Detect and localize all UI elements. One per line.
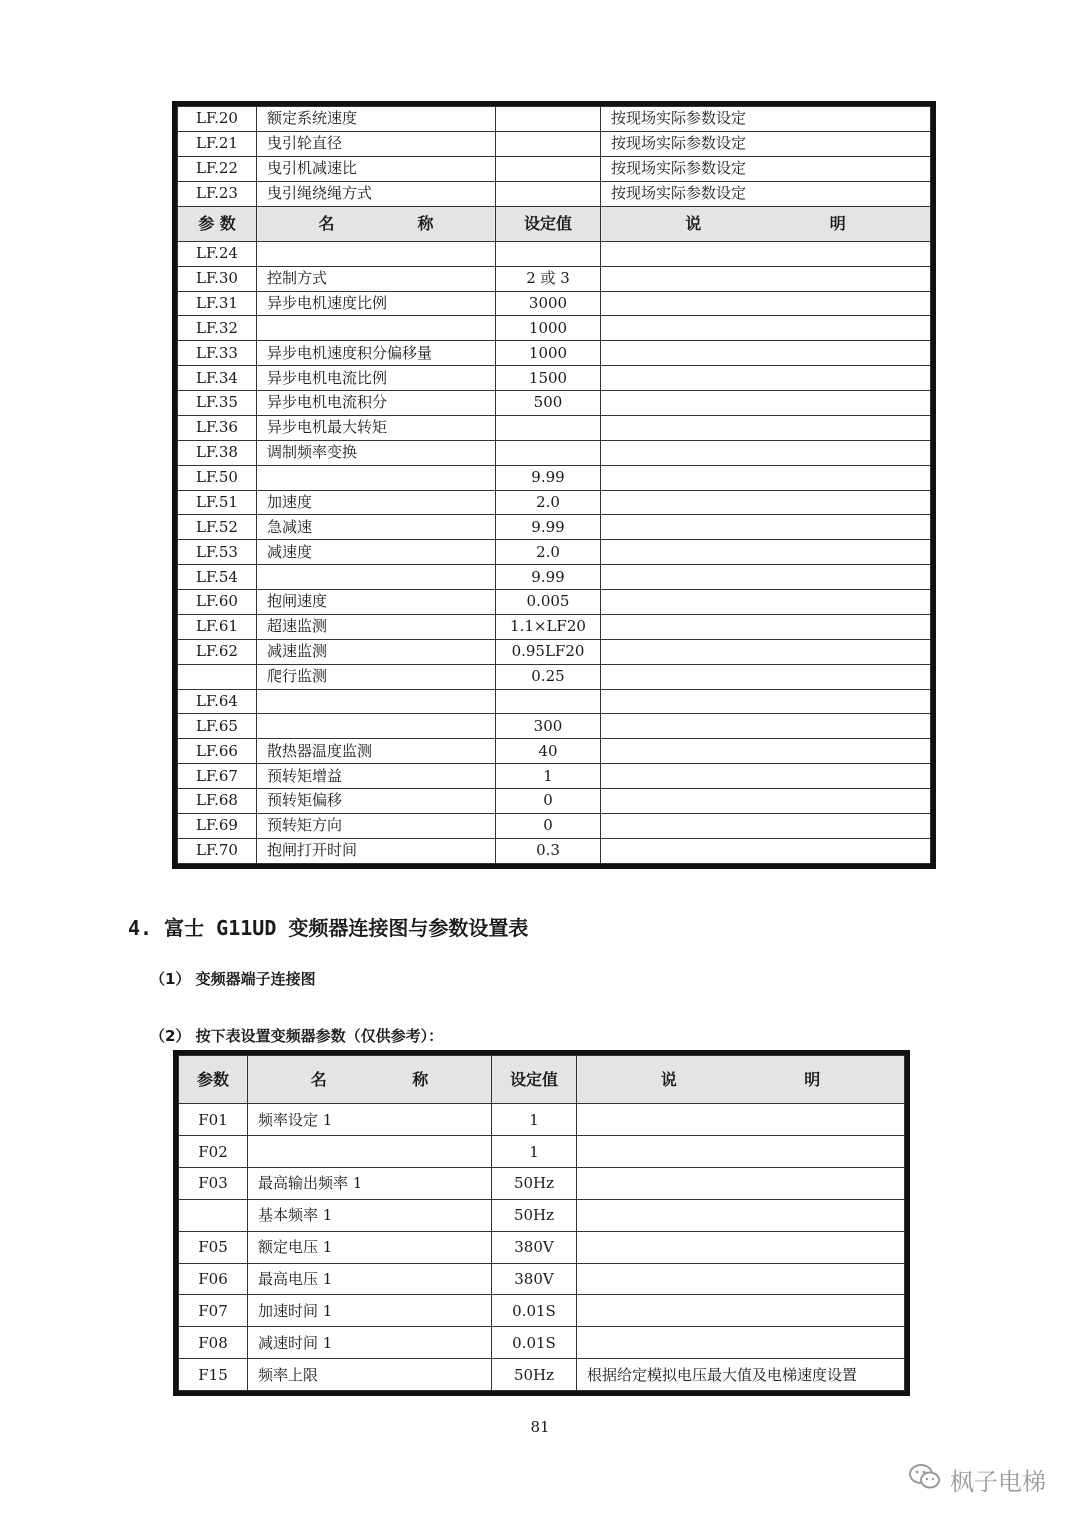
lf-table bbox=[177, 106, 931, 864]
header-value: 设定值 bbox=[492, 1056, 577, 1104]
value-cell: 0.95LF20 bbox=[496, 639, 601, 664]
desc-cell bbox=[601, 316, 931, 341]
name-cell: 额定电压 1 bbox=[248, 1231, 492, 1263]
table-row bbox=[178, 540, 931, 565]
name-cell bbox=[257, 689, 496, 714]
desc-cell: 根据给定模拟电压最大值及电梯速度设置 bbox=[577, 1359, 905, 1391]
value-cell: 9.99 bbox=[496, 465, 601, 490]
desc-cell: 按现场实际参数设定 bbox=[601, 156, 931, 181]
table-row bbox=[178, 838, 931, 863]
desc-cell bbox=[601, 540, 931, 565]
value-cell bbox=[496, 241, 601, 266]
table-row bbox=[178, 565, 931, 590]
desc-cell bbox=[577, 1104, 905, 1136]
param-cell: LF.35 bbox=[178, 391, 257, 416]
value-cell: 380V bbox=[492, 1263, 577, 1295]
name-cell: 异步电机最大转矩 bbox=[257, 415, 496, 440]
value-cell: 1000 bbox=[496, 341, 601, 366]
name-cell bbox=[257, 565, 496, 590]
param-cell: LF.31 bbox=[178, 291, 257, 316]
name-cell: 额定系统速度 bbox=[257, 107, 496, 132]
header-name-left: 名 bbox=[318, 214, 335, 234]
value-cell: 2 或 3 bbox=[496, 266, 601, 291]
table-row bbox=[178, 465, 931, 490]
desc-cell bbox=[601, 440, 931, 465]
desc-cell bbox=[577, 1263, 905, 1295]
table-row bbox=[179, 1231, 905, 1263]
name-cell bbox=[257, 714, 496, 739]
name-cell: 频率上限 bbox=[248, 1359, 492, 1391]
value-cell: 1 bbox=[492, 1104, 577, 1136]
desc-cell bbox=[601, 366, 931, 391]
name-cell: 控制方式 bbox=[257, 266, 496, 291]
table-row bbox=[179, 1295, 905, 1327]
value-cell: 3000 bbox=[496, 291, 601, 316]
desc-cell bbox=[577, 1136, 905, 1168]
param-cell: LF.67 bbox=[178, 764, 257, 789]
header-desc bbox=[601, 206, 931, 241]
header-name-left: 名 bbox=[310, 1069, 327, 1089]
value-cell: 40 bbox=[496, 739, 601, 764]
header-desc-right: 明 bbox=[829, 214, 846, 234]
value-cell: 1.1×LF20 bbox=[496, 614, 601, 639]
param-cell: F07 bbox=[179, 1295, 248, 1327]
table-row bbox=[178, 689, 931, 714]
value-cell: 0.01S bbox=[492, 1295, 577, 1327]
name-cell: 减速度 bbox=[257, 540, 496, 565]
name-cell: 减速时间 1 bbox=[248, 1327, 492, 1359]
header-desc bbox=[577, 1056, 905, 1104]
value-cell: 2.0 bbox=[496, 490, 601, 515]
table-row bbox=[179, 1263, 905, 1295]
param-cell: LF.33 bbox=[178, 341, 257, 366]
table-row bbox=[178, 639, 931, 664]
desc-cell bbox=[601, 590, 931, 615]
name-cell: 预转矩方向 bbox=[257, 813, 496, 838]
desc-cell bbox=[601, 341, 931, 366]
header-desc-left: 说 bbox=[660, 1069, 677, 1089]
desc-cell bbox=[601, 789, 931, 814]
header-name-right: 称 bbox=[412, 1069, 429, 1089]
name-cell: 基本频率 1 bbox=[248, 1199, 492, 1231]
table-row bbox=[178, 156, 931, 181]
table-row bbox=[178, 664, 931, 689]
name-cell: 异步电机电流比例 bbox=[257, 366, 496, 391]
lf-table-top-rows bbox=[178, 107, 931, 207]
table-row bbox=[178, 590, 931, 615]
name-cell: 爬行监测 bbox=[257, 664, 496, 689]
header-name bbox=[248, 1056, 492, 1104]
fuji-parameter-table bbox=[173, 1050, 910, 1396]
param-cell: LF.65 bbox=[178, 714, 257, 739]
table-row bbox=[178, 391, 931, 416]
table-row bbox=[178, 813, 931, 838]
name-cell: 加速时间 1 bbox=[248, 1295, 492, 1327]
name-cell: 曳引绳绕绳方式 bbox=[257, 181, 496, 206]
value-cell: 9.99 bbox=[496, 565, 601, 590]
fuji-table bbox=[178, 1055, 905, 1391]
desc-cell bbox=[601, 565, 931, 590]
header-desc-right: 明 bbox=[804, 1069, 821, 1089]
value-cell: 0 bbox=[496, 789, 601, 814]
header-value: 设定值 bbox=[496, 206, 601, 241]
value-cell: 50Hz bbox=[492, 1359, 577, 1391]
param-cell: LF.34 bbox=[178, 366, 257, 391]
param-cell: F03 bbox=[179, 1167, 248, 1199]
name-cell: 曳引机减速比 bbox=[257, 156, 496, 181]
value-cell: 2.0 bbox=[496, 540, 601, 565]
table-row bbox=[178, 440, 931, 465]
table-row bbox=[178, 316, 931, 341]
desc-cell bbox=[601, 490, 931, 515]
section-title: 4. 富士 G11UD 变频器连接图与参数设置表 bbox=[128, 916, 529, 940]
param-cell: LF.36 bbox=[178, 415, 257, 440]
value-cell: 300 bbox=[496, 714, 601, 739]
header-desc-left: 说 bbox=[685, 214, 702, 234]
desc-cell bbox=[601, 291, 931, 316]
desc-cell bbox=[601, 813, 931, 838]
name-cell: 急减速 bbox=[257, 515, 496, 540]
param-cell bbox=[178, 664, 257, 689]
value-cell: 1 bbox=[496, 764, 601, 789]
desc-cell: 按现场实际参数设定 bbox=[601, 107, 931, 132]
param-cell: F15 bbox=[179, 1359, 248, 1391]
value-cell: 0.25 bbox=[496, 664, 601, 689]
value-cell: 1000 bbox=[496, 316, 601, 341]
desc-cell bbox=[601, 515, 931, 540]
table-row bbox=[179, 1136, 905, 1168]
header-param: 参 数 bbox=[178, 206, 257, 241]
value-cell: 380V bbox=[492, 1231, 577, 1263]
value-cell bbox=[496, 107, 601, 132]
param-cell: LF.22 bbox=[178, 156, 257, 181]
value-cell: 0.3 bbox=[496, 838, 601, 863]
desc-cell bbox=[601, 639, 931, 664]
table-row bbox=[178, 131, 931, 156]
param-cell: LF.69 bbox=[178, 813, 257, 838]
param-cell: LF.61 bbox=[178, 614, 257, 639]
name-cell: 最高电压 1 bbox=[248, 1263, 492, 1295]
lf-table-header bbox=[178, 206, 931, 241]
value-cell: 1500 bbox=[496, 366, 601, 391]
lf-table-body bbox=[178, 241, 931, 863]
value-cell bbox=[496, 415, 601, 440]
name-cell: 异步电机速度比例 bbox=[257, 291, 496, 316]
name-cell: 频率设定 1 bbox=[248, 1104, 492, 1136]
desc-cell bbox=[577, 1327, 905, 1359]
table-row bbox=[178, 181, 931, 206]
table-row bbox=[178, 714, 931, 739]
param-cell: LF.30 bbox=[178, 266, 257, 291]
desc-cell bbox=[601, 838, 931, 863]
param-cell: LF.60 bbox=[178, 590, 257, 615]
table-row bbox=[178, 789, 931, 814]
table-row bbox=[178, 241, 931, 266]
table-row bbox=[179, 1359, 905, 1391]
name-cell: 预转矩偏移 bbox=[257, 789, 496, 814]
param-cell: LF.50 bbox=[178, 465, 257, 490]
wechat-icon bbox=[908, 1463, 942, 1497]
desc-cell bbox=[601, 241, 931, 266]
name-cell: 抱闸速度 bbox=[257, 590, 496, 615]
param-cell: LF.51 bbox=[178, 490, 257, 515]
desc-cell bbox=[601, 391, 931, 416]
table-row bbox=[178, 764, 931, 789]
value-cell: 0.005 bbox=[496, 590, 601, 615]
desc-cell bbox=[577, 1199, 905, 1231]
header-param: 参数 bbox=[179, 1056, 248, 1104]
value-cell bbox=[496, 156, 601, 181]
name-cell bbox=[257, 316, 496, 341]
fuji-table-header bbox=[179, 1056, 905, 1104]
lf-parameter-table bbox=[172, 101, 936, 869]
name-cell: 加速度 bbox=[257, 490, 496, 515]
param-cell: LF.23 bbox=[178, 181, 257, 206]
table-row bbox=[179, 1199, 905, 1231]
value-cell: 1 bbox=[492, 1136, 577, 1168]
table-row bbox=[178, 341, 931, 366]
desc-cell bbox=[577, 1167, 905, 1199]
subsection-wiring-diagram: （1） 变频器端子连接图 bbox=[150, 970, 316, 988]
param-cell: LF.52 bbox=[178, 515, 257, 540]
header-name-right: 称 bbox=[417, 214, 434, 234]
subsection-parameter-settings: （2） 按下表设置变频器参数（仅供参考）： bbox=[150, 1027, 444, 1045]
table-row bbox=[178, 515, 931, 540]
desc-cell bbox=[601, 689, 931, 714]
name-cell: 曳引轮直径 bbox=[257, 131, 496, 156]
desc-cell bbox=[601, 415, 931, 440]
desc-cell bbox=[577, 1295, 905, 1327]
param-cell: F06 bbox=[179, 1263, 248, 1295]
value-cell: 50Hz bbox=[492, 1199, 577, 1231]
param-cell: LF.21 bbox=[178, 131, 257, 156]
table-row bbox=[178, 490, 931, 515]
table-row bbox=[178, 291, 931, 316]
param-cell: LF.66 bbox=[178, 739, 257, 764]
param-cell: LF.38 bbox=[178, 440, 257, 465]
param-cell: LF.68 bbox=[178, 789, 257, 814]
param-cell: LF.70 bbox=[178, 838, 257, 863]
param-cell: LF.62 bbox=[178, 639, 257, 664]
table-row bbox=[178, 739, 931, 764]
param-cell: LF.32 bbox=[178, 316, 257, 341]
table-row bbox=[179, 1104, 905, 1136]
value-cell bbox=[496, 181, 601, 206]
name-cell: 减速监测 bbox=[257, 639, 496, 664]
param-cell bbox=[179, 1199, 248, 1231]
param-cell: F08 bbox=[179, 1327, 248, 1359]
table-row bbox=[178, 266, 931, 291]
table-row bbox=[179, 1167, 905, 1199]
param-cell: F01 bbox=[179, 1104, 248, 1136]
name-cell bbox=[257, 465, 496, 490]
name-cell: 调制频率变换 bbox=[257, 440, 496, 465]
param-cell: LF.20 bbox=[178, 107, 257, 132]
watermark bbox=[908, 1462, 1046, 1497]
watermark-text: 枫子电梯 bbox=[950, 1468, 1046, 1496]
desc-cell bbox=[601, 465, 931, 490]
desc-cell bbox=[601, 714, 931, 739]
fuji-table-body bbox=[179, 1104, 905, 1391]
desc-cell bbox=[601, 739, 931, 764]
header-name bbox=[257, 206, 496, 241]
param-cell: LF.53 bbox=[178, 540, 257, 565]
desc-cell bbox=[577, 1231, 905, 1263]
param-cell: F02 bbox=[179, 1136, 248, 1168]
param-cell: LF.54 bbox=[178, 565, 257, 590]
desc-cell bbox=[601, 266, 931, 291]
table-row bbox=[178, 415, 931, 440]
table-row bbox=[178, 366, 931, 391]
desc-cell: 按现场实际参数设定 bbox=[601, 131, 931, 156]
name-cell: 超速监测 bbox=[257, 614, 496, 639]
param-cell: LF.24 bbox=[178, 241, 257, 266]
value-cell: 500 bbox=[496, 391, 601, 416]
value-cell: 0 bbox=[496, 813, 601, 838]
name-cell bbox=[248, 1136, 492, 1168]
name-cell bbox=[257, 241, 496, 266]
desc-cell bbox=[601, 664, 931, 689]
table-row bbox=[178, 614, 931, 639]
desc-cell bbox=[601, 614, 931, 639]
page-number: 81 bbox=[530, 1418, 550, 1436]
table-row bbox=[178, 107, 931, 132]
desc-cell: 按现场实际参数设定 bbox=[601, 181, 931, 206]
desc-cell bbox=[601, 764, 931, 789]
name-cell: 抱闸打开时间 bbox=[257, 838, 496, 863]
value-cell: 9.99 bbox=[496, 515, 601, 540]
param-cell: F05 bbox=[179, 1231, 248, 1263]
name-cell: 异步电机电流积分 bbox=[257, 391, 496, 416]
param-cell: LF.64 bbox=[178, 689, 257, 714]
value-cell: 50Hz bbox=[492, 1167, 577, 1199]
value-cell bbox=[496, 131, 601, 156]
name-cell: 散热器温度监测 bbox=[257, 739, 496, 764]
name-cell: 预转矩增益 bbox=[257, 764, 496, 789]
name-cell: 最高输出频率 1 bbox=[248, 1167, 492, 1199]
table-row bbox=[179, 1327, 905, 1359]
name-cell: 异步电机速度积分偏移量 bbox=[257, 341, 496, 366]
value-cell bbox=[496, 440, 601, 465]
value-cell: 0.01S bbox=[492, 1327, 577, 1359]
value-cell bbox=[496, 689, 601, 714]
